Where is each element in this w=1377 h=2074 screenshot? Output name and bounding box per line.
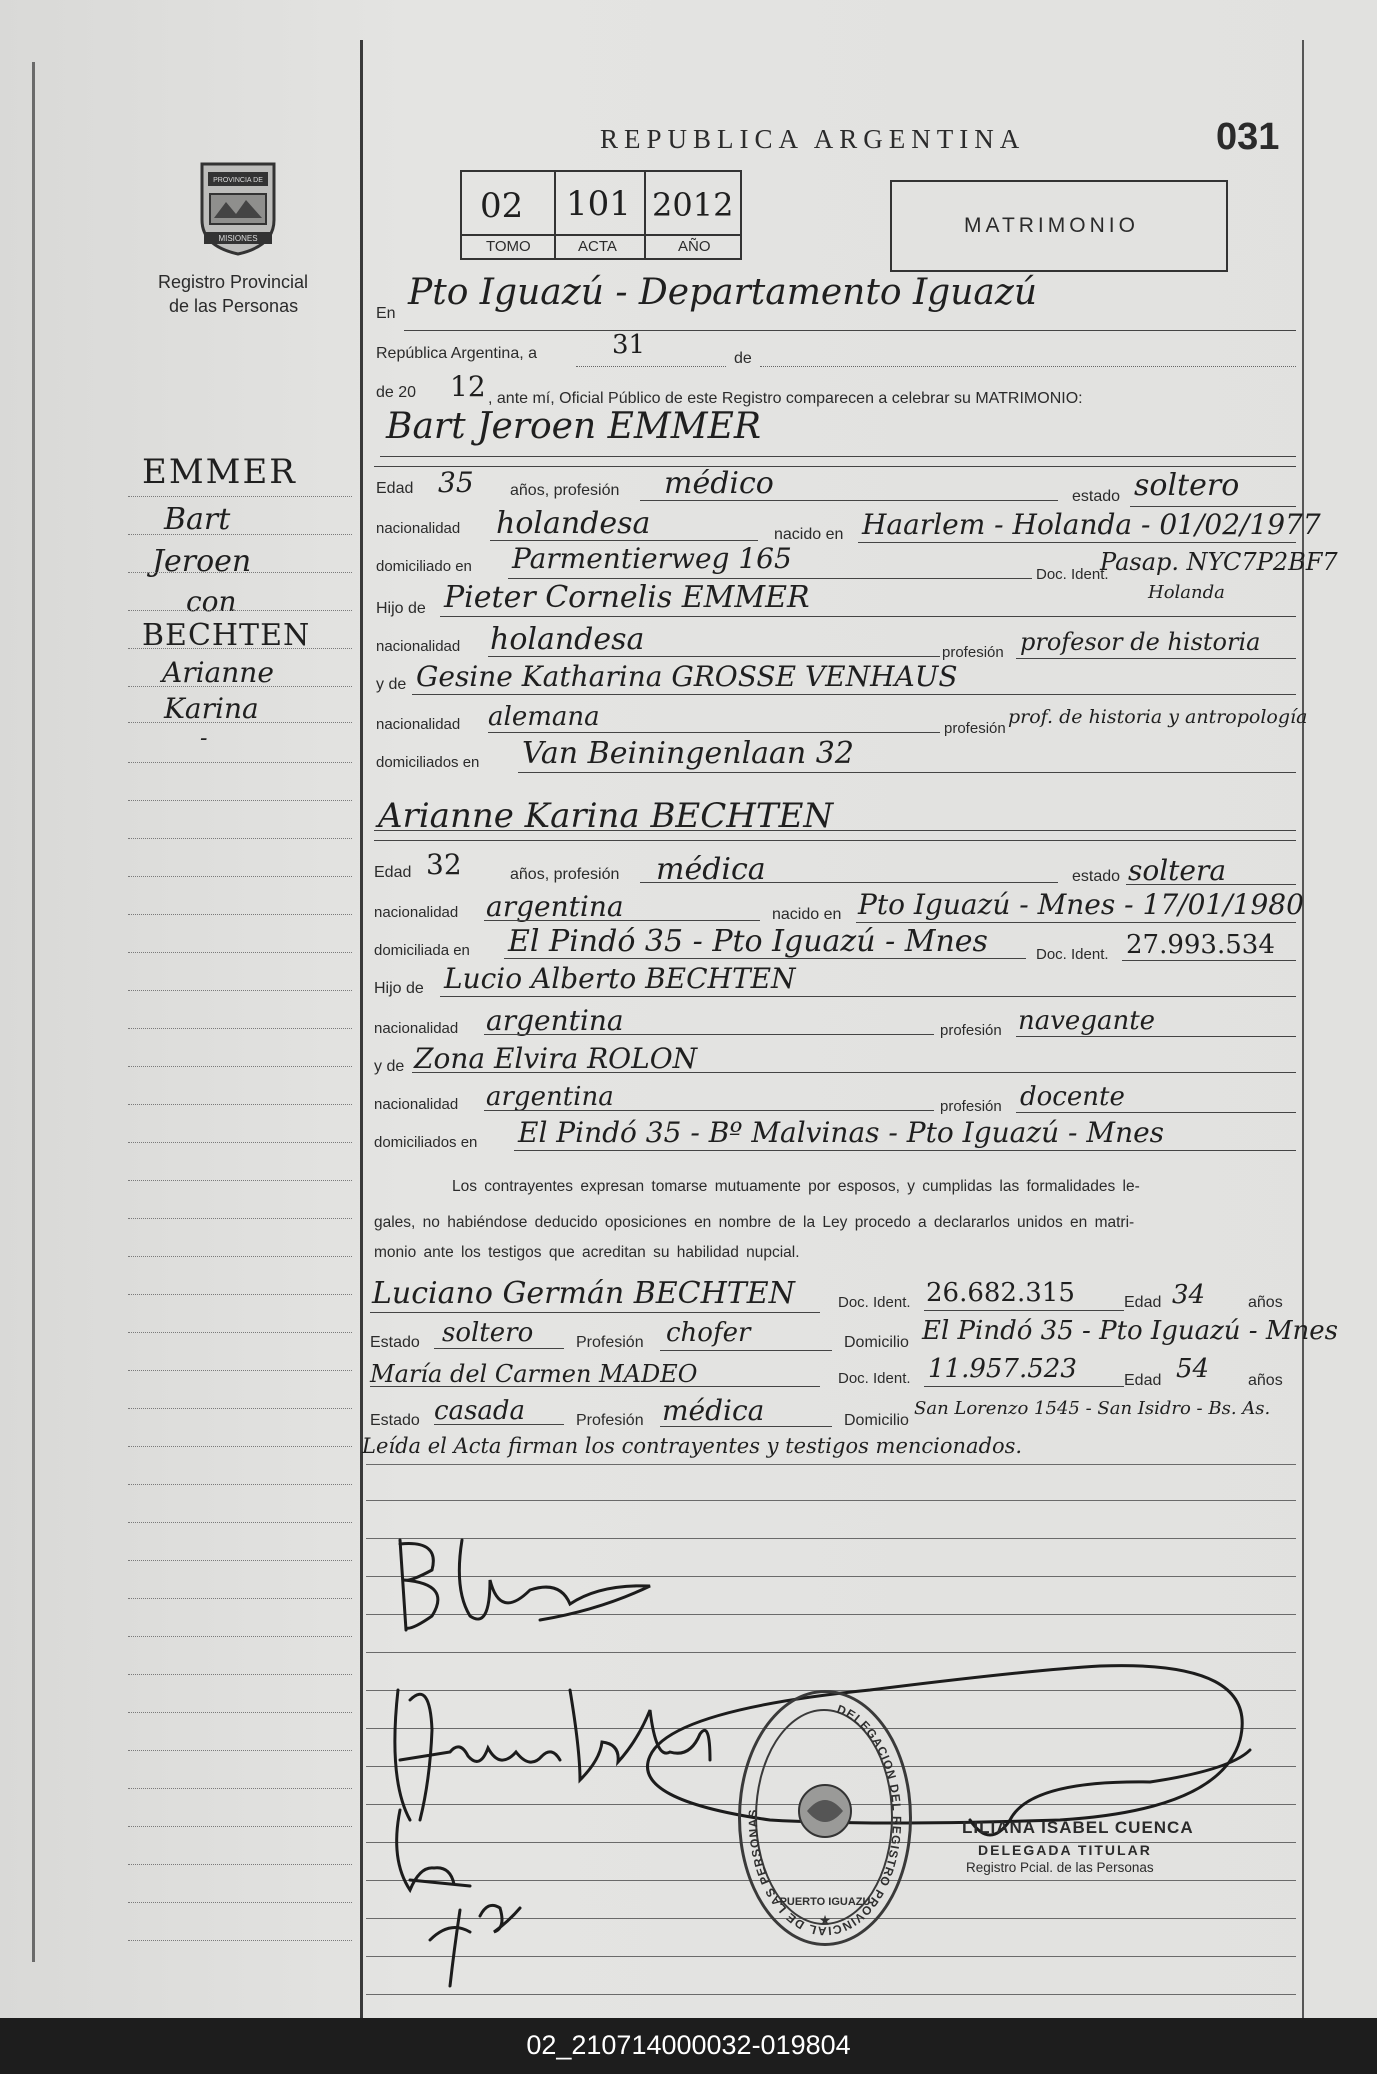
- label-doc-ident: Doc. Ident.: [838, 1294, 911, 1311]
- groom-mother-nationality: alemana: [488, 702, 600, 732]
- left-column-rule: [360, 40, 363, 2018]
- groom-signature: [400, 1540, 650, 1630]
- binding-thread: [32, 62, 35, 1962]
- closing-statement: Leída el Acta firman los contrayentes y testigos mencionados.: [362, 1434, 1023, 1458]
- groom-parents-address: Van Beiningenlaan 32: [522, 736, 854, 771]
- bride-father: Lucio Alberto BECHTEN: [444, 962, 796, 995]
- document-code: 02_210714000032-019804: [526, 2030, 851, 2060]
- bride-age: 32: [426, 848, 462, 881]
- groom-age: 35: [438, 466, 474, 499]
- label-republica: República Argentina, a: [376, 345, 537, 362]
- record-number-box: [460, 170, 742, 260]
- label-hijo-de: Hijo de: [374, 980, 424, 997]
- label-edad: Edad: [1124, 1294, 1162, 1311]
- groom-address: Parmentierweg 165: [512, 542, 792, 575]
- bride-mother: Zona Elvira ROLON: [414, 1042, 698, 1075]
- label-edad: Edad: [1124, 1372, 1162, 1389]
- margin-note-line: Bart: [164, 502, 231, 537]
- groom-status: soltero: [1134, 468, 1240, 503]
- label-hijo-de: Hijo de: [376, 600, 426, 617]
- groom-nationality: holandesa: [496, 506, 651, 541]
- label-profesion: profesión: [940, 1022, 1002, 1039]
- groom-father-profession: profesor de historia: [1020, 628, 1261, 656]
- label-anos: años: [1248, 1372, 1283, 1389]
- country-heading: REPUBLICA ARGENTINA: [600, 124, 1026, 154]
- witness1-address: El Pindó 35 - Pto Iguazú - Mnes: [922, 1316, 1338, 1346]
- tomo-label: TOMO: [486, 238, 531, 255]
- star-icon: ★: [818, 1912, 832, 1928]
- margin-note-line: -: [200, 726, 208, 751]
- bride-mother-nationality: argentina: [486, 1082, 614, 1112]
- label-estado: Estado: [370, 1412, 420, 1429]
- label-profesion: profesión: [940, 1098, 1002, 1115]
- official-title: DELEGADA TITULAR: [978, 1842, 1152, 1858]
- label-domiciliado-en: domiciliado en: [376, 558, 472, 575]
- witness2-signature: [430, 1905, 520, 1986]
- witness2-age: 54: [1176, 1354, 1210, 1384]
- label-domiciliada-en: domiciliada en: [374, 942, 470, 959]
- declaration-line1: Los contrayentes expresan tomarse mutuamente por esposos, y cumplidas las formalidades le-: [452, 1178, 1140, 1195]
- tomo-value: 02: [480, 186, 524, 226]
- groom-father: Pieter Cornelis EMMER: [444, 580, 810, 615]
- witness2-document: 11.957.523: [928, 1354, 1077, 1384]
- label-nacionalidad: nacionalidad: [374, 1020, 459, 1037]
- label-anos-profesion: años, profesión: [510, 866, 620, 883]
- page-number: 031: [1216, 116, 1280, 158]
- bride-signature: [395, 1690, 710, 1820]
- label-edad: Edad: [376, 480, 414, 497]
- margin-note-line: Arianne: [162, 656, 274, 689]
- witness2-name: María del Carmen MADEO: [370, 1360, 698, 1388]
- bride-father-nationality: argentina: [486, 1004, 624, 1037]
- official-name: LILIANA ISABEL CUENCA: [962, 1818, 1194, 1837]
- label-anos-profesion: años, profesión: [510, 482, 620, 499]
- witness1-signature: [397, 1810, 470, 1890]
- bride-profession: médica: [656, 852, 766, 887]
- label-domiciliados-en: domiciliados en: [376, 754, 480, 771]
- groom-mother-profession: prof. de historia y antropología: [1008, 706, 1308, 728]
- margin-note-line: Karina: [164, 692, 259, 725]
- misiones-emblem: [192, 150, 284, 258]
- label-profesion: Profesión: [576, 1412, 644, 1429]
- groom-document-country: Holanda: [1148, 582, 1225, 603]
- label-estado: estado: [1072, 488, 1121, 505]
- witness2-address: San Lorenzo 1545 - San Isidro - Bs. As.: [914, 1398, 1271, 1419]
- label-en: En: [376, 305, 396, 322]
- registry-name-line1: Registro Provincial: [158, 272, 309, 292]
- official-signature-loop: [648, 1666, 1243, 1823]
- marriage-day: 31: [612, 330, 646, 360]
- label-nacionalidad: nacionalidad: [374, 1096, 459, 1113]
- margin-note-line: con: [186, 585, 237, 618]
- svg-text:PROVINCIA DE: PROVINCIA DE: [213, 177, 263, 184]
- bride-address: El Pindó 35 - Pto Iguazú - Mnes: [508, 924, 988, 959]
- footer-bar: [0, 2018, 1377, 2074]
- label-doc-ident: Doc. Ident.: [838, 1370, 911, 1387]
- declaration-line3: monio ante los testigos que acreditan su habilidad nupcial.: [374, 1244, 800, 1261]
- bride-status: soltera: [1128, 854, 1227, 887]
- official-stamp: [738, 1690, 912, 1946]
- margin-note-line: Jeroen: [152, 544, 252, 579]
- official-office: Registro Pcial. de las Personas: [966, 1860, 1154, 1875]
- witness2-profession: médica: [662, 1394, 765, 1427]
- groom-father-nationality: holandesa: [490, 622, 645, 657]
- bride-nationality: argentina: [486, 890, 624, 923]
- label-y-de: y de: [374, 1058, 405, 1075]
- bride-name: Arianne Karina BECHTEN: [378, 796, 834, 836]
- marriage-year: 12: [450, 370, 486, 403]
- bride-document: 27.993.534: [1126, 930, 1275, 960]
- stamp-city: PUERTO IGUAZU: [779, 1896, 871, 1908]
- declaration-line2: gales, no habiéndose deducido oposiciones en nombre de la Ley procedo a declararlos unidos en matri-: [374, 1214, 1135, 1231]
- margin-note-line: BECHTEN: [142, 618, 311, 653]
- svg-text:MISIONES: MISIONES: [218, 234, 258, 243]
- witness2-status: casada: [434, 1396, 526, 1426]
- witness1-profession: chofer: [666, 1318, 751, 1348]
- marriage-place: Pto Iguazú - Departamento Iguazú: [408, 272, 1038, 313]
- label-y-de: y de: [376, 676, 407, 693]
- label-de20: de 20: [376, 384, 417, 401]
- label-nacionalidad: nacionalidad: [374, 904, 459, 921]
- label-estado: estado: [1072, 868, 1121, 885]
- groom-profession: médico: [664, 466, 774, 501]
- groom-document: Pasap. NYC7P2BF7: [1100, 548, 1338, 576]
- label-nacionalidad: nacionalidad: [376, 638, 461, 655]
- label-anos: años: [1248, 1294, 1283, 1311]
- record-type-box: [890, 180, 1228, 272]
- label-doc-ident: Doc. Ident.: [1036, 946, 1109, 963]
- margin-note-line: EMMER: [142, 452, 297, 492]
- witness1-status: soltero: [442, 1318, 534, 1348]
- witness1-age: 34: [1172, 1280, 1206, 1310]
- label-de: de: [734, 350, 752, 367]
- intro-text: , ante mí, Oficial Público de este Registro comparecen a celebrar su MATRIMONIO:: [488, 390, 1083, 407]
- label-nacionalidad: nacionalidad: [376, 520, 461, 537]
- bride-mother-profession: docente: [1020, 1082, 1125, 1112]
- groom-mother: Gesine Katharina GROSSE VENHAUS: [416, 660, 958, 693]
- stamp-ring-text: DELEGACION DEL REGISTRO PROVINCIAL DE LAS PERSONAS: [745, 1701, 904, 1939]
- label-nacido-en: nacido en: [772, 906, 842, 923]
- label-domicilio: Domicilio: [844, 1412, 909, 1429]
- groom-name: Bart Jeroen EMMER: [386, 406, 761, 447]
- acta-label: ACTA: [578, 238, 617, 255]
- bride-parents-address: El Pindó 35 - Bº Malvinas - Pto Iguazú - Mnes: [518, 1116, 1165, 1149]
- record-type: MATRIMONIO: [964, 214, 1139, 237]
- bride-birthplace-date: Pto Iguazú - Mnes - 17/01/1980: [858, 888, 1304, 921]
- bride-father-profession: navegante: [1018, 1006, 1156, 1036]
- witness1-document: 26.682.315: [926, 1278, 1075, 1308]
- label-profesion: profesión: [942, 644, 1004, 661]
- acta-value: 101: [566, 184, 631, 224]
- witness1-name: Luciano Germán BECHTEN: [372, 1276, 795, 1311]
- label-edad: Edad: [374, 864, 412, 881]
- label-nacido-en: nacido en: [774, 526, 844, 543]
- label-estado: Estado: [370, 1334, 420, 1351]
- label-domicilio: Domicilio: [844, 1334, 909, 1351]
- label-domiciliados-en: domiciliados en: [374, 1134, 478, 1151]
- registry-name-line2: de las Personas: [169, 296, 299, 316]
- label-profesion: Profesión: [576, 1334, 644, 1351]
- label-doc-ident: Doc. Ident.: [1036, 566, 1109, 583]
- label-profesion: profesión: [944, 720, 1006, 737]
- anio-value: 2012: [652, 186, 734, 224]
- label-nacionalidad: nacionalidad: [376, 716, 461, 733]
- anio-label: AÑO: [678, 238, 711, 255]
- groom-birthplace-date: Haarlem - Holanda - 01/02/1977: [862, 508, 1321, 541]
